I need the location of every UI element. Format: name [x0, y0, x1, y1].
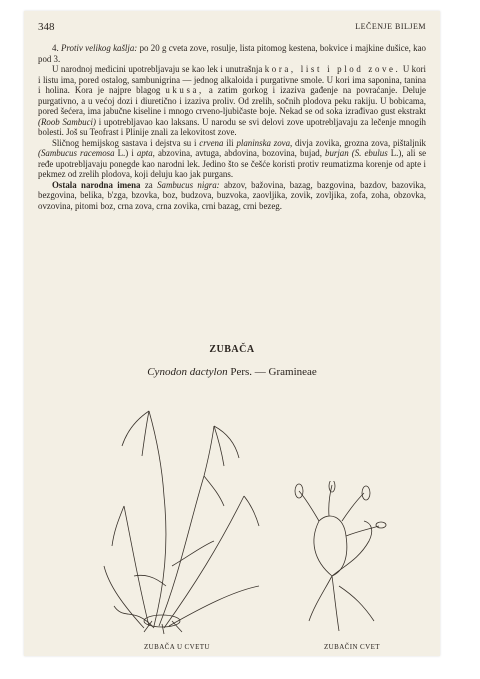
figure-caption-left: ZUBAČA U CVETU	[144, 643, 210, 651]
species-binomial: Cynodon dactylon Pers. — Gramineae	[147, 366, 317, 378]
flower-spikelet-illustration	[284, 481, 394, 636]
figure-caption-right: ZUBAČIN CVET	[324, 643, 380, 651]
page-number: 348	[38, 21, 55, 33]
paragraph-3: Sličnog hemijskog sastava i dejstva su i crvena ili planinska zova, divja zovika, grozna zova, pištaljnik (Sambucus racemosa L.) i apta, abzovina, avtuga, abdovina, bozovina, bujad, burjan (S. ebulus L.), ali se ređe upotrebljavaju ponegde kao narodni lek. Jedino što se češće koristi protiv reumatizma korenje od apte i pekmez od zrelih plodova, koji deluju kao jak purgans.	[38, 137, 427, 179]
body-text	[38, 43, 426, 211]
book-page	[24, 11, 440, 656]
paragraph-1: 4. Protiv velikog kašlja: po 20 g cveta zove, rosulje, lista pitomog kestena, bokvice i majkine dušice, kao pod 3.	[38, 43, 426, 64]
grass-plant-illustration	[94, 406, 274, 636]
running-head: LEČENJE BILJEM	[355, 22, 426, 31]
page-header	[38, 21, 426, 35]
paragraph-4: Ostala narodna imena za Sambucus nigra: abzov, bažovina, bazag, bazgovina, bazdov, bazovika, bezgovina, belika, b'zga, bzovka, boz, budzova, buzvoka, zaovljika, zovik, zovljika, zofa, zoha, obzovka, ovzovina, pitomi boz, crna zova, crna zovika, crni bazag, crni bezeg.	[38, 179, 426, 211]
section-title: ZUBAČA	[209, 344, 255, 355]
paragraph-2: U narodnoj medicini upotrebljavaju se kao lek i unutrašnja kora, list i plod zove. U kori i listu ima, pored ostalog, sambunigrina — jednog alkaloida i purgativne smole. U kori ima saponina, tanina i holina. Kora je najpre blagog ukusa, a zatim gorkog i izaziva gađenje na povraćanje. Deluje purgativno, a u većoj dozi i diuretično i izaziva proliv. Od zrelih, sočnih plodova peku rakiju. U bobicama, pored šećera, ima jabučne kiseline i mnogo crveno-ljubičaste boje. Nekad se od soka izrađivao gust ekstrakt (Roob Sambuci) i upotrebljavao kao laksans. U narodu se svi delovi zove upotrebljavaju za lečenje mnogih bolesti. Još su Teofrast i Plinije znali za lekovitost zove.	[38, 64, 426, 137]
